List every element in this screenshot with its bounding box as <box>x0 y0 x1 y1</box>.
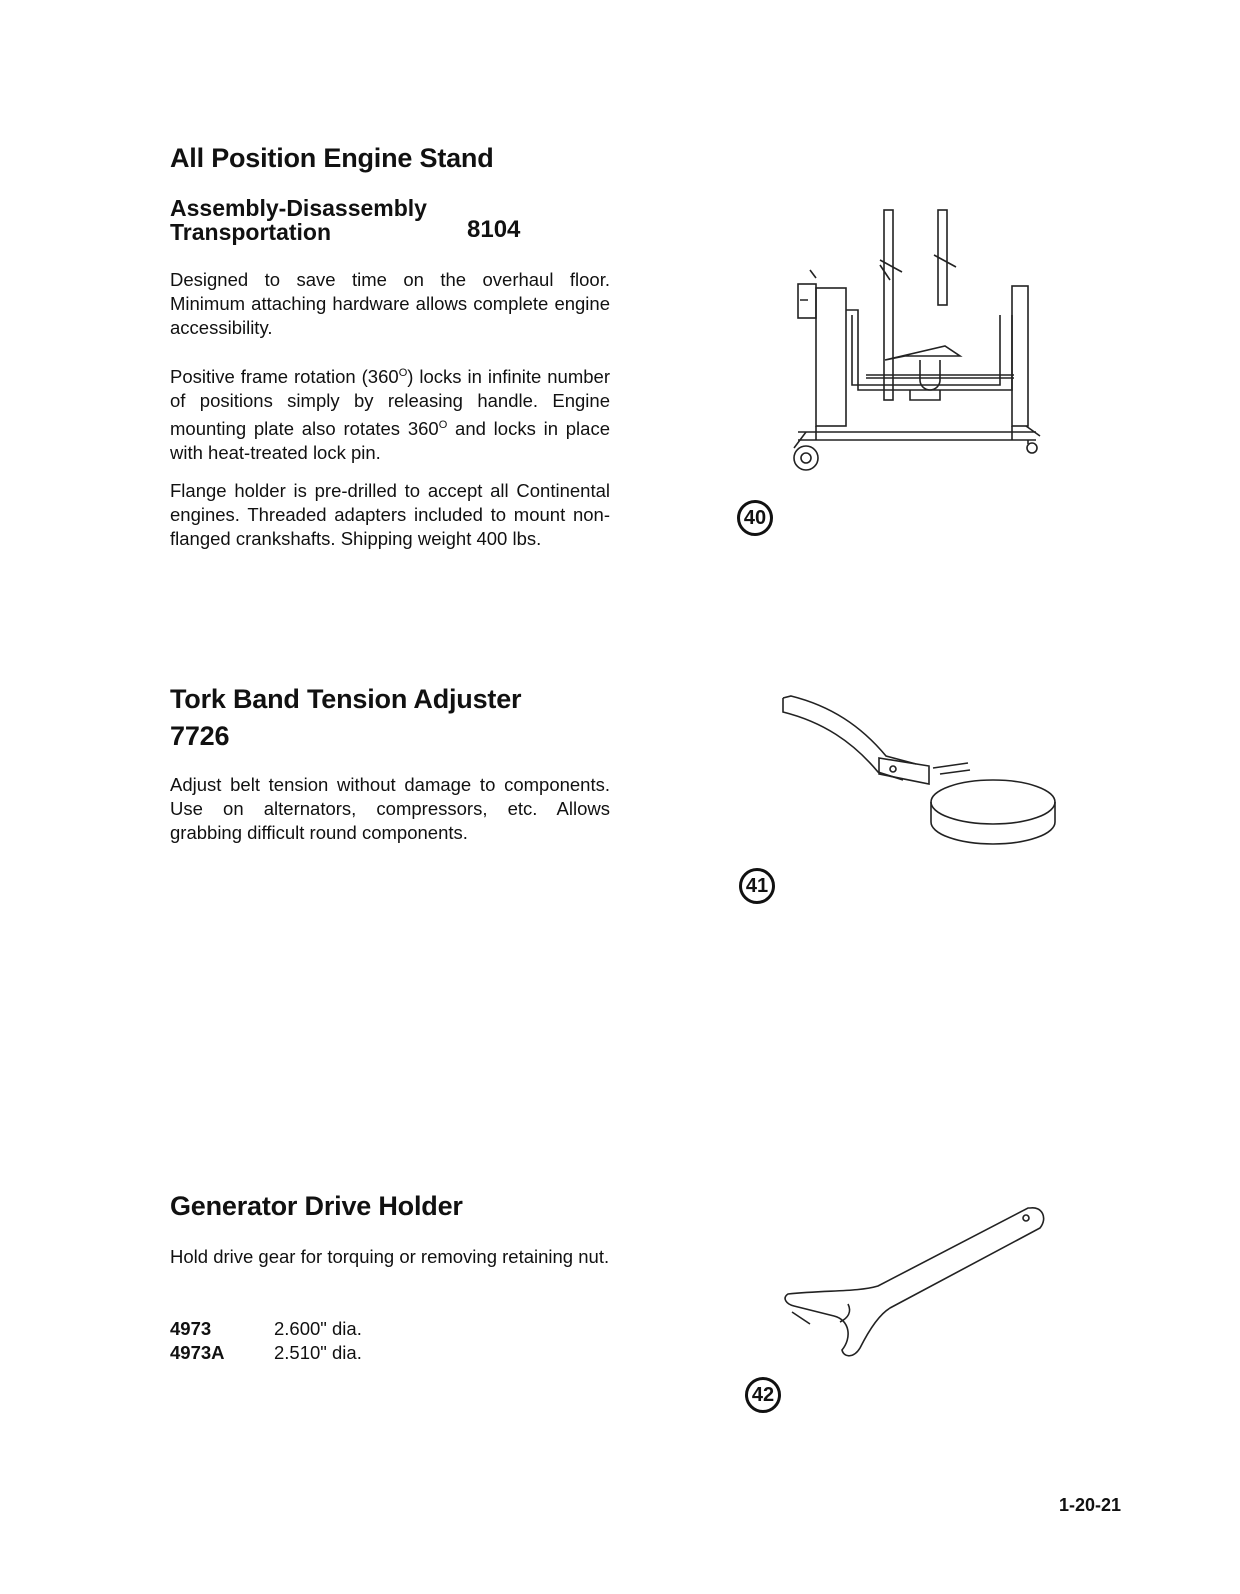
generator-holder-illustration <box>770 1200 1055 1365</box>
part-code: 4973A <box>170 1342 225 1363</box>
parts-row <box>170 1341 362 1365</box>
part-code: 4973 <box>170 1318 212 1339</box>
generator-holder-title: Generator Drive Holder <box>170 1191 463 1221</box>
engine-stand-description-1: Designed to save time on the overhaul floor. Minimum attaching hardware allows complete engine accessibility. <box>170 269 610 338</box>
tension-adjuster-title: Tork Band Tension Adjuster <box>170 684 522 714</box>
part-diameter: 2.510" dia. <box>274 1342 362 1363</box>
engine-stand-subtitle-2: Transportation <box>170 219 332 245</box>
engine-stand-subtitle-1: Assembly-Disassembly <box>170 195 427 221</box>
page-number: 1-20-21 <box>1059 1495 1122 1515</box>
parts-row <box>170 1317 362 1341</box>
engine-stand-description-3: Flange holder is pre-drilled to accept all Continental engines. Threaded adapters included to mount non-flanged crankshafts. Shipping weight 400 lbs. <box>170 480 610 549</box>
generator-holder-description: Hold drive gear for torquing or removing retaining nut. <box>170 1246 610 1267</box>
tension-adjuster-part-number: 7726 <box>170 721 230 751</box>
figure-41-badge: 41 <box>739 868 775 904</box>
tension-adjuster-description: Adjust belt tension without damage to components. Use on alternators, compressors, etc. Allows grabbing difficult round components. <box>170 774 610 843</box>
generator-holder-parts-list <box>170 1317 362 1365</box>
figure-42-badge: 42 <box>745 1377 781 1413</box>
engine-stand-illustration <box>780 200 1060 475</box>
engine-stand-part-number: 8104 <box>467 216 521 243</box>
engine-stand-description-2: Positive frame rotation $(360^O)$ locks in infinite number of positions simply by releasing handle. Engine mounting plate also rotates $360^O$ and locks in place with heat-treated lock pin. <box>170 366 610 464</box>
part-diameter: 2.600" dia. <box>274 1318 362 1339</box>
tension-adjuster-illustration <box>775 690 1075 850</box>
figure-40-badge: 40 <box>737 500 773 536</box>
engine-stand-title: All Position Engine Stand <box>170 143 494 173</box>
